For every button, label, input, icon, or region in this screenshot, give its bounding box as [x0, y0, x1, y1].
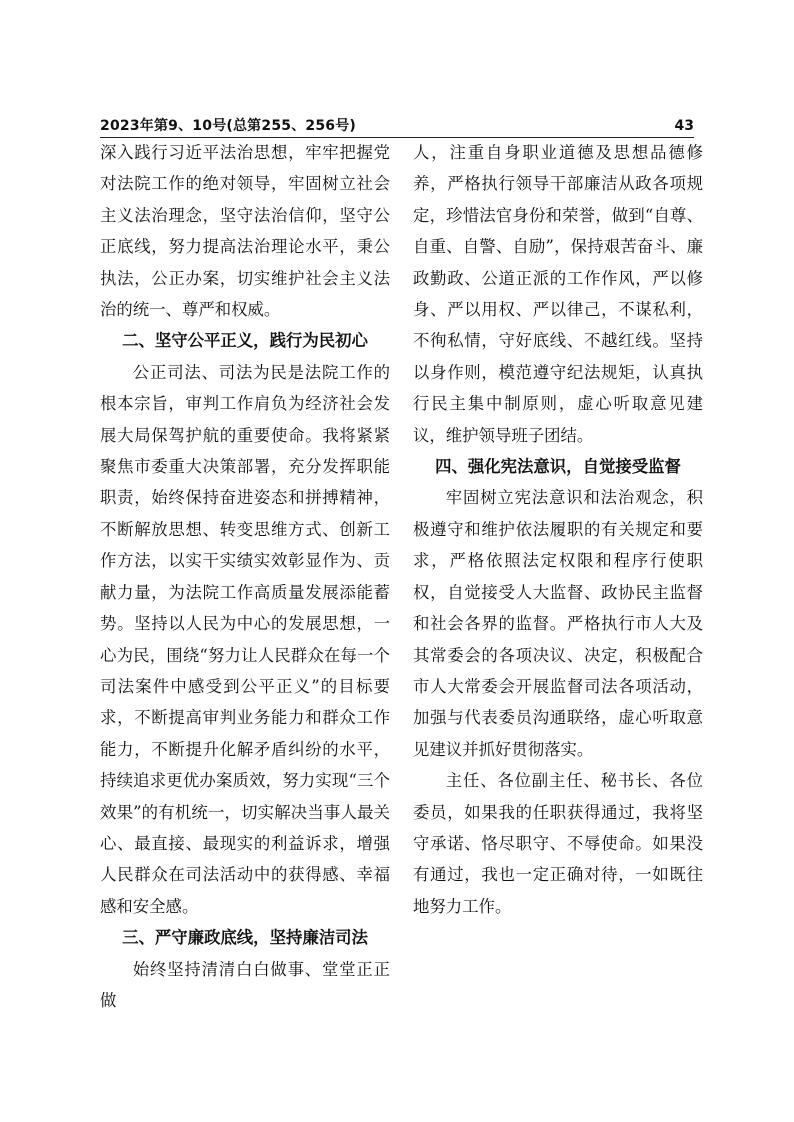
right-column	[413, 137, 703, 922]
section-heading-3: 三、严守廉政底线，坚持廉洁司法	[122, 928, 368, 948]
issue-label: 2023年第9、10号(总第255、256号)	[100, 118, 357, 134]
paragraph-section-4: 牢固树立宪法意识和法治观念，积极遵守和维护依法履职的有关规定和要求，严格依照法定权限和程序行使职权，自觉接受人大监督、政协民主监督和社会各界的监督。严格执行市人大及其常委会的各项决议、决定，积极配合市人大常委会开展监督司法各项活动，加强与代表委员沟通联络，虚心听取意见建议并抓好贯彻落实。	[413, 488, 703, 759]
section-heading-4: 四、强化宪法意识，自觉接受监督	[435, 457, 681, 477]
paragraph-section-3-start: 始终坚持清清白白做事、堂堂正正做	[100, 959, 390, 1010]
page-number: 43	[674, 118, 694, 134]
paragraph-section-3-continued: 人，注重自身职业道德及思想品德修养，严格执行领导干部廉洁从政各项规定，珍惜法官身份和荣誉，做到“自尊、自重、自警、自励”，保持艰苦奋斗、廉政勤政、公道正派的工作作风，严以修身、严以用权、严以律己，不谋私利，不徇私情，守好底线、不越红线。坚持以身作则，模范遵守纪法规矩，认真执行民主集中制原则，虚心听取意见建议，维护领导班子团结。	[413, 143, 703, 445]
paragraph-intro-continued: 深入践行习近平法治思想，牢牢把握党对法院工作的绝对领导，牢固树立社会主义法治理念，坚守法治信仰，坚守公正底线，努力提高法治理论水平，秉公执法，公正办案，切实维护社会主义法治的统一、尊严和权威。	[100, 143, 390, 320]
paragraph-section-2: 公正司法、司法为民是法院工作的根本宗旨，审判工作肩负为经济社会发展大局保驾护航的重要使命。我将紧紧聚焦市委重大决策部署，充分发挥职能职责，始终保持奋进姿态和拼搏精神，不断解放思想、转变思维方式、创新工作方法，以实干实绩实效彰显作为、贡献力量，为法院工作高质量发展添能蓄势。坚持以人民为中心的发展思想，一心为民，围绕“努力让人民群众在每一个司法案件中感受到公平正义”的目标要求，不断提高审判业务能力和群众工作能力，不断提升化解矛盾纠纷的水平，持续追求更优办案质效，努力实现“三个效果”的有机统一，切实解决当事人最关心、最直接、最现实的利益诉求，增强人民群众在司法活动中的获得感、幸福感和安全感。	[100, 362, 390, 916]
paragraph-closing: 主任、各位副主任、秘书长、各位委员，如果我的任职获得通过，我将坚守承诺、恪尽职守、不辱使命。如果没有通过，我也一定正确对待，一如既往地努力工作。	[413, 771, 703, 916]
left-column	[100, 137, 390, 1016]
running-header	[100, 116, 694, 138]
section-heading-2: 二、坚守公平正义，践行为民初心	[122, 331, 368, 351]
